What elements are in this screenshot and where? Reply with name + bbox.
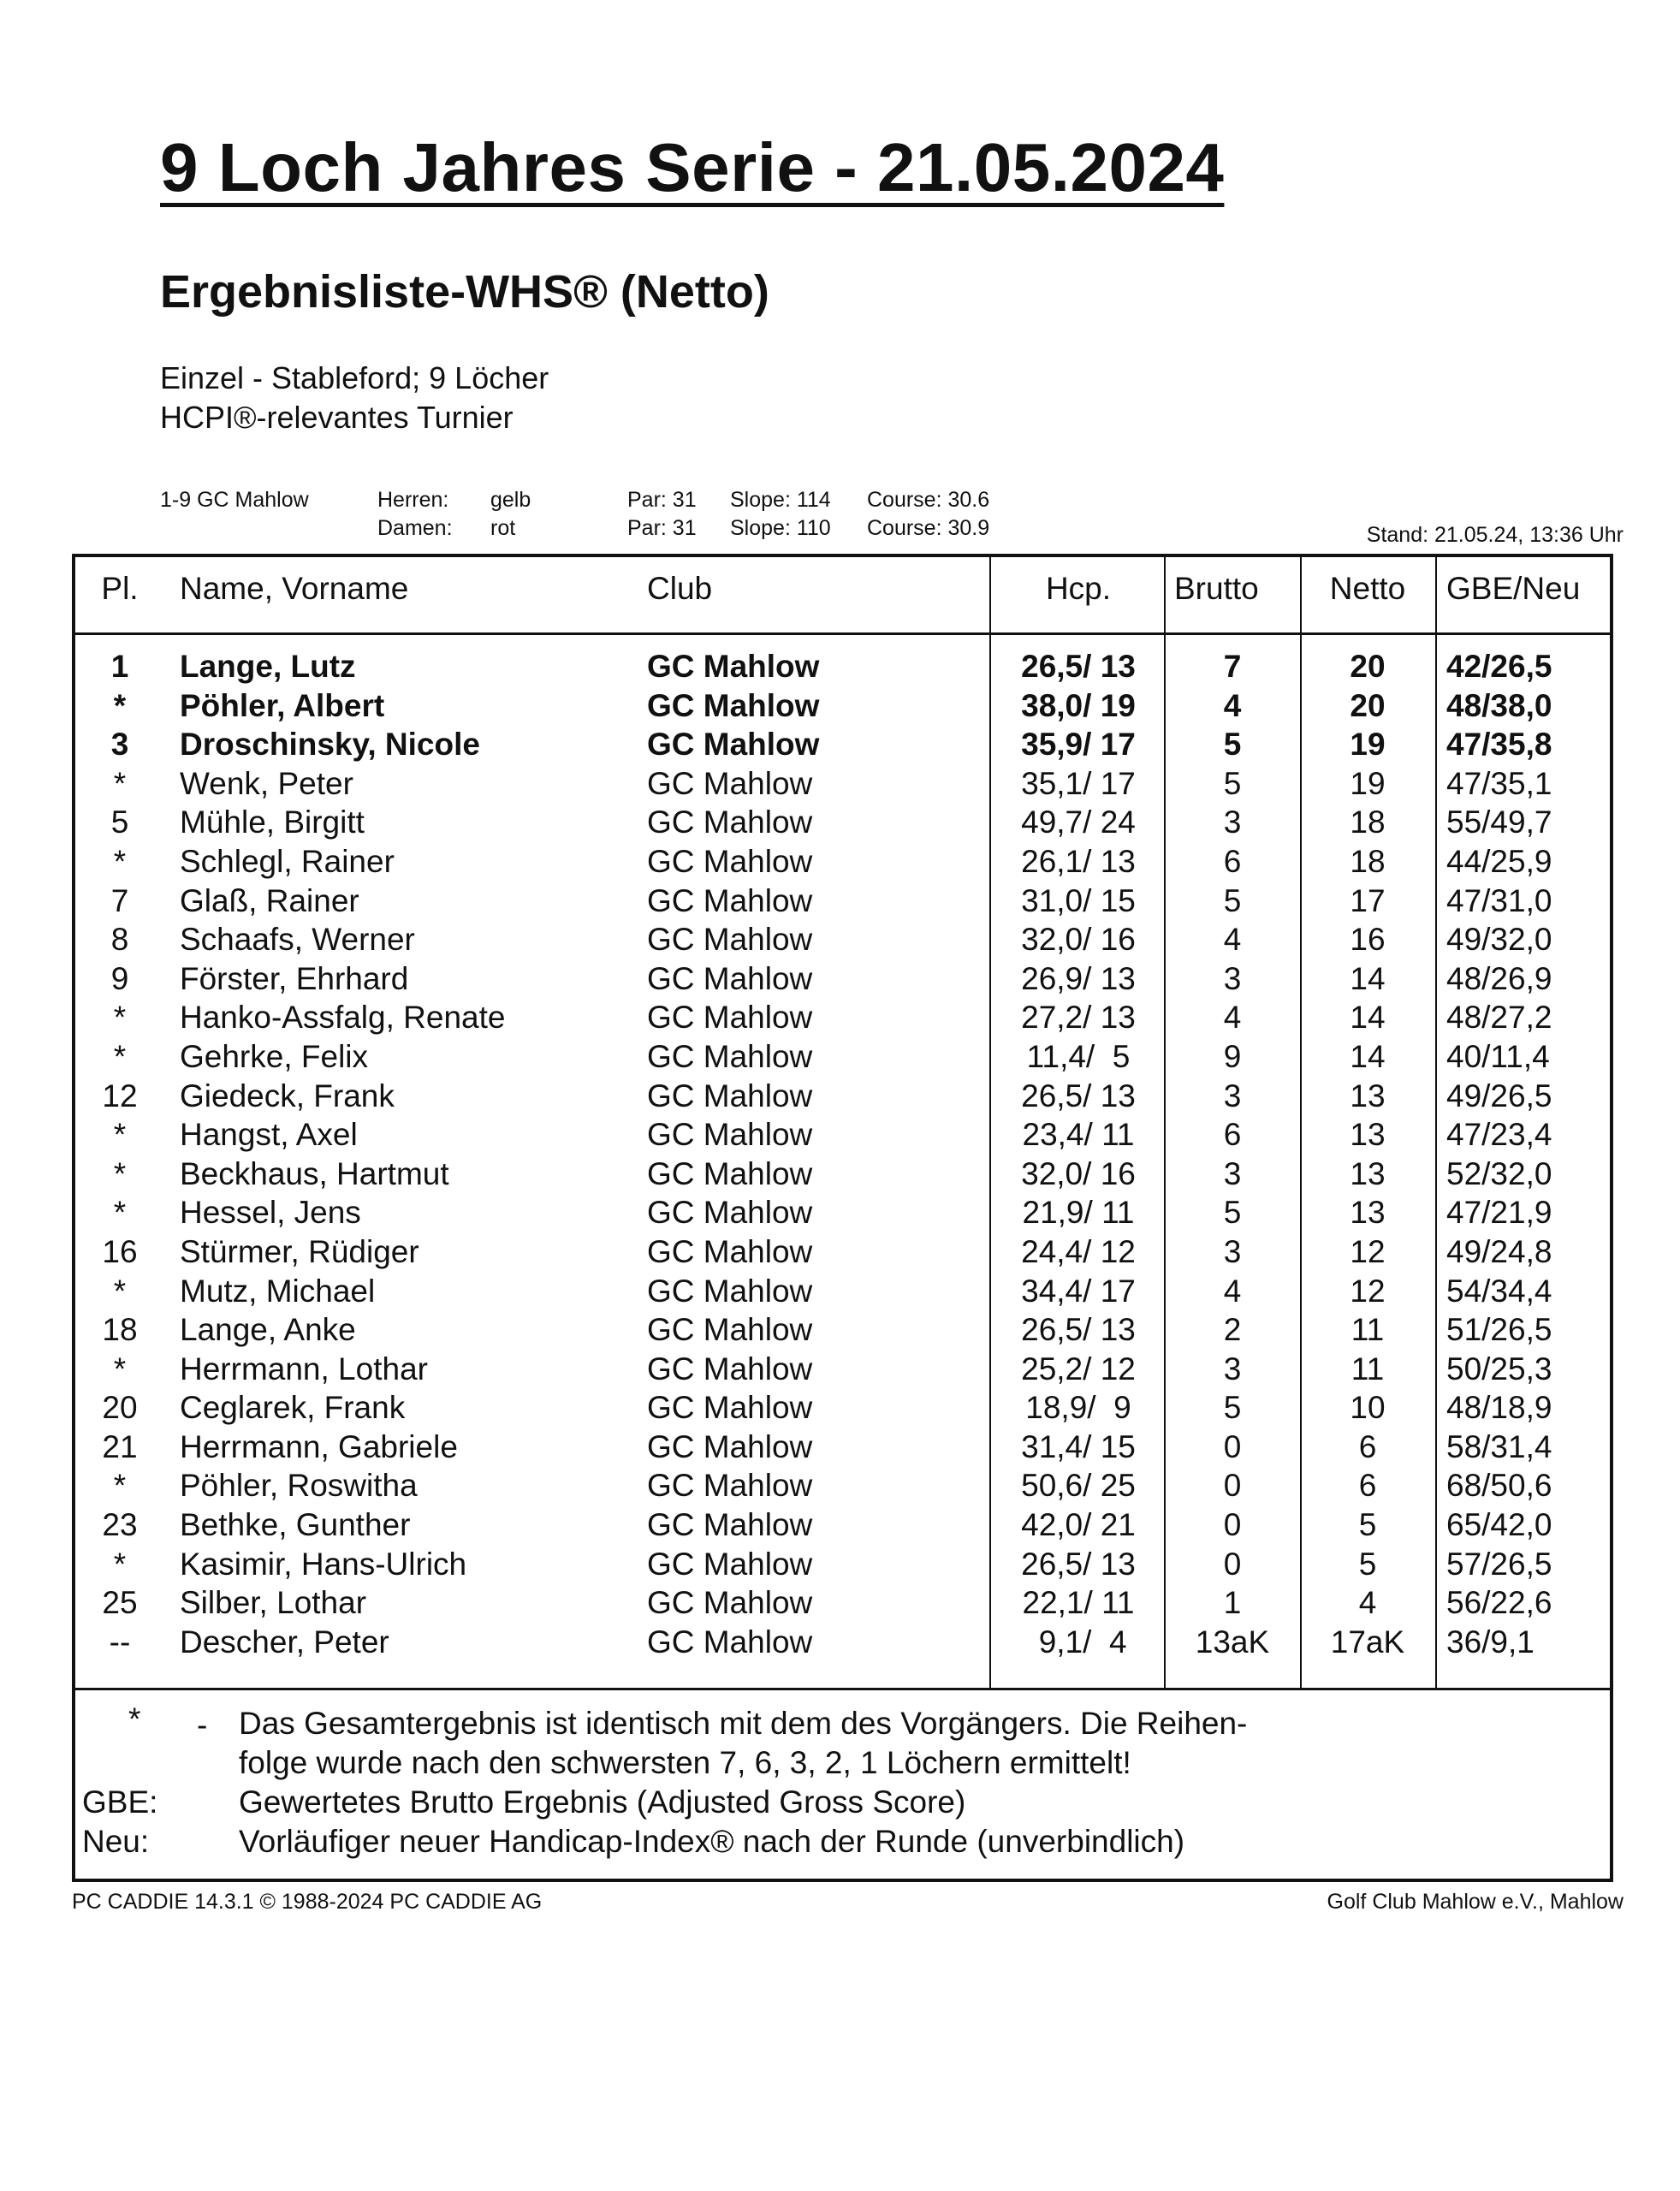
row-gbe-neu: 50/25,3: [1446, 1351, 1552, 1386]
row-name: Giedeck, Frank: [180, 1078, 395, 1113]
row-brutto: 4: [1223, 687, 1242, 723]
row-name: Droschinsky, Nicole: [180, 727, 480, 763]
footer-club: Golf Club Mahlow e.V., Mahlow: [1327, 1890, 1624, 1914]
table-row: [0, 1350, 1680, 1389]
row-name: Ceglarek, Frank: [180, 1390, 406, 1426]
row-brutto: 7: [1223, 649, 1242, 684]
row-club: GC Mahlow: [647, 922, 813, 958]
damen-label: Damen:: [377, 516, 453, 540]
row-handicap: 35,1/ 17: [1021, 765, 1136, 801]
row-place: 21: [102, 1428, 138, 1464]
herren-par: Par: 31: [627, 488, 697, 512]
row-place: *: [113, 1155, 127, 1191]
table-row: [0, 1583, 1680, 1623]
damen-tee: rot: [490, 516, 516, 540]
course-name: 1-9 GC Mahlow: [160, 488, 309, 512]
table-row: [0, 1428, 1680, 1467]
row-gbe-neu: 48/26,9: [1446, 960, 1552, 996]
row-netto: 13: [1350, 1155, 1386, 1191]
row-gbe-neu: 47/35,1: [1446, 765, 1552, 801]
row-place: 23: [102, 1507, 138, 1543]
note-gbe-text: Gewertetes Brutto Ergebnis (Adjusted Gross Score): [239, 1784, 966, 1820]
row-gbe-neu: 48/38,0: [1446, 687, 1552, 723]
row-netto: 19: [1350, 727, 1386, 763]
row-gbe-neu: 48/18,9: [1446, 1390, 1552, 1426]
note-star-dash: -: [197, 1707, 208, 1743]
table-row: [0, 1388, 1680, 1428]
col-header-name: Name, Vorname: [180, 571, 409, 606]
row-place: --: [109, 1624, 131, 1660]
row-name: Herrmann, Gabriele: [180, 1428, 458, 1464]
row-gbe-neu: 55/49,7: [1446, 805, 1552, 840]
row-brutto: 5: [1223, 1195, 1242, 1231]
row-place: 5: [110, 805, 129, 840]
row-name: Pöhler, Roswitha: [180, 1468, 418, 1504]
footer-software: PC CADDIE 14.3.1 © 1988-2024 PC CADDIE AG: [72, 1890, 543, 1914]
row-netto: 13: [1350, 1078, 1386, 1113]
row-name: Mühle, Birgitt: [180, 805, 365, 840]
table-row: [0, 998, 1680, 1037]
damen-par: Par: 31: [627, 516, 697, 540]
row-netto: 13: [1350, 1195, 1386, 1231]
note-neu-text: Vorläufiger neuer Handicap-Index® nach der Runde (unverbindlich): [239, 1824, 1185, 1859]
row-handicap: 26,5/ 13: [1021, 649, 1136, 684]
row-club: GC Mahlow: [647, 1273, 813, 1309]
row-club: GC Mahlow: [647, 1390, 813, 1426]
herren-tee: gelb: [490, 488, 531, 512]
row-netto: 18: [1350, 805, 1386, 840]
row-netto: 14: [1350, 1038, 1386, 1074]
table-row: [0, 1193, 1680, 1232]
row-brutto: 3: [1223, 805, 1242, 840]
row-netto: 16: [1350, 922, 1386, 958]
row-handicap: 26,1/ 13: [1021, 843, 1136, 879]
row-handicap: 49,7/ 24: [1021, 805, 1136, 840]
page-subtitle: Ergebnisliste-WHS® (Netto): [160, 266, 769, 318]
row-place: *: [113, 687, 127, 723]
row-netto: 10: [1350, 1390, 1386, 1426]
row-club: GC Mahlow: [647, 1585, 813, 1621]
row-name: Wenk, Peter: [180, 765, 353, 801]
note-star-line2: folge wurde nach den schwersten 7, 6, 3, 2, 1 Löchern ermittelt!: [239, 1745, 1131, 1780]
row-handicap: 31,0/ 15: [1021, 882, 1136, 918]
row-brutto: 4: [1223, 922, 1242, 958]
results-table-body: [0, 647, 1680, 1661]
col-header-brutto: Brutto: [1174, 571, 1259, 606]
row-handicap: 26,5/ 13: [1021, 1312, 1136, 1348]
row-club: GC Mahlow: [647, 843, 813, 879]
row-place: *: [113, 1273, 127, 1309]
row-brutto: 9: [1223, 1038, 1242, 1074]
herren-course: Course: 30.6: [867, 488, 990, 512]
table-row: [0, 1272, 1680, 1311]
row-handicap: 21,9/ 11: [1022, 1195, 1135, 1231]
table-row: [0, 920, 1680, 959]
note-gbe-label: GBE:: [82, 1784, 158, 1820]
row-brutto: 5: [1223, 882, 1242, 918]
row-handicap: 9,1/ 4: [1030, 1624, 1127, 1660]
row-gbe-neu: 42/26,5: [1446, 649, 1552, 684]
col-header-gbe: GBE/Neu: [1446, 571, 1581, 606]
row-brutto: 5: [1223, 727, 1242, 763]
row-gbe-neu: 56/22,6: [1446, 1585, 1552, 1621]
row-place: 7: [110, 882, 129, 918]
table-row: [0, 725, 1680, 764]
row-name: Schlegl, Rainer: [180, 843, 395, 879]
row-brutto: 5: [1223, 1390, 1242, 1426]
row-gbe-neu: 52/32,0: [1446, 1155, 1552, 1191]
row-netto: 17: [1350, 882, 1386, 918]
row-name: Förster, Ehrhard: [180, 960, 409, 996]
row-netto: 5: [1358, 1546, 1377, 1582]
row-place: 3: [110, 727, 129, 763]
row-handicap: 32,0/ 16: [1021, 922, 1136, 958]
row-place: 9: [110, 960, 129, 996]
row-place: *: [113, 1468, 127, 1504]
row-gbe-neu: 68/50,6: [1446, 1468, 1552, 1504]
row-handicap: 23,4/ 11: [1022, 1117, 1135, 1153]
row-name: Hangst, Axel: [180, 1117, 358, 1153]
row-club: GC Mahlow: [647, 882, 813, 918]
row-club: GC Mahlow: [647, 649, 820, 684]
row-gbe-neu: 47/31,0: [1446, 882, 1552, 918]
row-name: Bethke, Gunther: [180, 1507, 411, 1543]
row-club: GC Mahlow: [647, 1078, 813, 1113]
row-name: Stürmer, Rüdiger: [180, 1233, 419, 1269]
row-gbe-neu: 51/26,5: [1446, 1312, 1552, 1348]
row-handicap: 32,0/ 16: [1021, 1155, 1136, 1191]
competition-type: HCPI®-relevantes Turnier: [160, 400, 513, 435]
row-netto: 12: [1350, 1233, 1386, 1269]
row-place: *: [113, 1546, 127, 1582]
row-club: GC Mahlow: [647, 1546, 813, 1582]
row-netto: 19: [1350, 765, 1386, 801]
note-star-symbol: *: [128, 1701, 141, 1737]
row-club: GC Mahlow: [647, 1351, 813, 1386]
row-name: Lange, Lutz: [180, 649, 356, 684]
row-brutto: 0: [1223, 1468, 1242, 1504]
header-divider: [72, 632, 1613, 635]
row-gbe-neu: 58/31,4: [1446, 1428, 1552, 1464]
row-handicap: 18,9/ 9: [1025, 1390, 1131, 1426]
row-place: *: [113, 1000, 127, 1036]
row-brutto: 3: [1223, 1351, 1242, 1386]
table-row: [0, 1115, 1680, 1155]
note-star-line1: Das Gesamtergebnis ist identisch mit dem des Vorgängers. Die Reihen-: [239, 1706, 1248, 1741]
table-row: [0, 1077, 1680, 1116]
table-row: [0, 1623, 1680, 1662]
row-place: 25: [102, 1585, 138, 1621]
row-place: 1: [110, 649, 129, 684]
damen-slope: Slope: 110: [730, 516, 831, 540]
col-header-club: Club: [647, 571, 713, 606]
row-netto: 20: [1350, 649, 1386, 684]
row-place: *: [113, 1117, 127, 1153]
row-place: *: [113, 1195, 127, 1231]
row-place: 16: [102, 1233, 138, 1269]
row-name: Silber, Lothar: [180, 1585, 367, 1621]
row-club: GC Mahlow: [647, 1195, 813, 1231]
row-gbe-neu: 54/34,4: [1446, 1273, 1552, 1309]
row-netto: 14: [1350, 960, 1386, 996]
row-brutto: 13aK: [1195, 1624, 1270, 1660]
table-row: [0, 1155, 1680, 1194]
row-brutto: 0: [1223, 1428, 1242, 1464]
table-row: [0, 647, 1680, 686]
row-gbe-neu: 44/25,9: [1446, 843, 1552, 879]
row-netto: 12: [1350, 1273, 1386, 1309]
row-handicap: 31,4/ 15: [1021, 1428, 1136, 1464]
herren-label: Herren:: [377, 488, 449, 512]
row-gbe-neu: 65/42,0: [1446, 1507, 1552, 1543]
row-club: GC Mahlow: [647, 1000, 813, 1036]
row-handicap: 42,0/ 21: [1021, 1507, 1136, 1543]
table-row: [0, 1466, 1680, 1505]
row-brutto: 6: [1223, 1117, 1242, 1153]
row-netto: 6: [1358, 1468, 1377, 1504]
row-handicap: 38,0/ 19: [1021, 687, 1136, 723]
row-gbe-neu: 47/21,9: [1446, 1195, 1552, 1231]
row-netto: 17aK: [1330, 1624, 1405, 1660]
col-header-netto: Netto: [1329, 571, 1406, 606]
table-row: [0, 803, 1680, 842]
row-gbe-neu: 48/27,2: [1446, 1000, 1552, 1036]
row-club: GC Mahlow: [647, 1117, 813, 1153]
row-brutto: 3: [1223, 1155, 1242, 1191]
row-name: Beckhaus, Hartmut: [180, 1155, 449, 1191]
row-club: GC Mahlow: [647, 727, 820, 763]
table-row: [0, 764, 1680, 804]
damen-course: Course: 30.9: [867, 516, 990, 540]
row-netto: 18: [1350, 843, 1386, 879]
row-brutto: 1: [1223, 1585, 1242, 1621]
row-name: Schaafs, Werner: [180, 922, 415, 958]
row-gbe-neu: 40/11,4: [1446, 1038, 1550, 1074]
notes-divider: [72, 1688, 1613, 1690]
row-place: *: [113, 843, 127, 879]
row-club: GC Mahlow: [647, 960, 813, 996]
row-netto: 5: [1358, 1507, 1377, 1543]
row-handicap: 50,6/ 25: [1021, 1468, 1136, 1504]
table-row: [0, 1310, 1680, 1350]
row-netto: 4: [1358, 1585, 1377, 1621]
row-brutto: 3: [1223, 960, 1242, 996]
row-club: GC Mahlow: [647, 765, 813, 801]
row-name: Pöhler, Albert: [180, 687, 385, 723]
table-row: [0, 686, 1680, 726]
table-row: [0, 842, 1680, 882]
row-netto: 13: [1350, 1117, 1386, 1153]
row-gbe-neu: 49/32,0: [1446, 922, 1552, 958]
row-name: Gehrke, Felix: [180, 1038, 369, 1074]
row-gbe-neu: 49/26,5: [1446, 1078, 1552, 1113]
row-handicap: 26,5/ 13: [1021, 1078, 1136, 1113]
row-brutto: 0: [1223, 1507, 1242, 1543]
row-handicap: 26,9/ 13: [1021, 960, 1136, 996]
table-row: [0, 1232, 1680, 1272]
row-handicap: 26,5/ 13: [1021, 1546, 1136, 1582]
row-place: *: [113, 765, 127, 801]
row-club: GC Mahlow: [647, 1038, 813, 1074]
row-netto: 14: [1350, 1000, 1386, 1036]
row-place: 12: [102, 1078, 138, 1113]
row-handicap: 22,1/ 11: [1022, 1585, 1135, 1621]
row-gbe-neu: 47/23,4: [1446, 1117, 1552, 1153]
row-handicap: 11,4/ 5: [1026, 1038, 1131, 1074]
row-name: Herrmann, Lothar: [180, 1351, 428, 1386]
row-club: GC Mahlow: [647, 1233, 813, 1269]
note-neu-label: Neu:: [82, 1824, 150, 1859]
col-header-pl: Pl.: [101, 571, 139, 606]
row-netto: 6: [1358, 1428, 1377, 1464]
row-club: GC Mahlow: [647, 1507, 813, 1543]
stand-timestamp: Stand: 21.05.24, 13:36 Uhr: [1366, 523, 1624, 547]
row-handicap: 24,4/ 12: [1021, 1233, 1136, 1269]
row-brutto: 4: [1223, 1000, 1242, 1036]
row-place: 20: [102, 1390, 138, 1426]
row-brutto: 0: [1223, 1546, 1242, 1582]
row-handicap: 27,2/ 13: [1021, 1000, 1136, 1036]
row-place: *: [113, 1351, 127, 1386]
row-place: 8: [110, 922, 129, 958]
row-handicap: 35,9/ 17: [1021, 727, 1136, 763]
col-header-hcp: Hcp.: [1045, 571, 1112, 606]
page-title: 9 Loch Jahres Serie - 21.05.2024: [160, 129, 1225, 205]
row-place: 18: [102, 1312, 138, 1348]
row-handicap: 25,2/ 12: [1021, 1351, 1136, 1386]
row-club: GC Mahlow: [647, 1312, 813, 1348]
row-club: GC Mahlow: [647, 1155, 813, 1191]
row-gbe-neu: 49/24,8: [1446, 1233, 1552, 1269]
row-name: Hessel, Jens: [180, 1195, 361, 1231]
row-club: GC Mahlow: [647, 1624, 813, 1660]
row-brutto: 3: [1223, 1078, 1242, 1113]
table-row: [0, 1505, 1680, 1545]
row-netto: 11: [1351, 1312, 1385, 1348]
row-handicap: 34,4/ 17: [1021, 1273, 1136, 1309]
row-brutto: 6: [1223, 843, 1242, 879]
row-club: GC Mahlow: [647, 805, 813, 840]
row-name: Descher, Peter: [180, 1624, 389, 1660]
row-club: GC Mahlow: [647, 1468, 813, 1504]
table-row: [0, 959, 1680, 999]
competition-format: Einzel - Stableford; 9 Löcher: [160, 360, 549, 395]
row-gbe-neu: 47/35,8: [1446, 727, 1552, 763]
row-place: *: [113, 1038, 127, 1074]
table-row: [0, 1037, 1680, 1077]
row-name: Hanko-Assfalg, Renate: [180, 1000, 506, 1036]
row-brutto: 2: [1223, 1312, 1242, 1348]
table-row: [0, 882, 1680, 921]
row-name: Kasimir, Hans-Ulrich: [180, 1546, 467, 1582]
herren-slope: Slope: 114: [730, 488, 831, 512]
row-name: Mutz, Michael: [180, 1273, 376, 1309]
row-name: Lange, Anke: [180, 1312, 356, 1348]
row-netto: 11: [1351, 1351, 1385, 1386]
row-brutto: 4: [1223, 1273, 1242, 1309]
row-club: GC Mahlow: [647, 1428, 813, 1464]
row-gbe-neu: 36/9,1: [1446, 1624, 1535, 1660]
row-name: Glaß, Rainer: [180, 882, 359, 918]
table-row: [0, 1545, 1680, 1584]
row-brutto: 3: [1223, 1233, 1242, 1269]
row-gbe-neu: 57/26,5: [1446, 1546, 1552, 1582]
row-brutto: 5: [1223, 765, 1242, 801]
row-club: GC Mahlow: [647, 687, 820, 723]
row-netto: 20: [1350, 687, 1386, 723]
